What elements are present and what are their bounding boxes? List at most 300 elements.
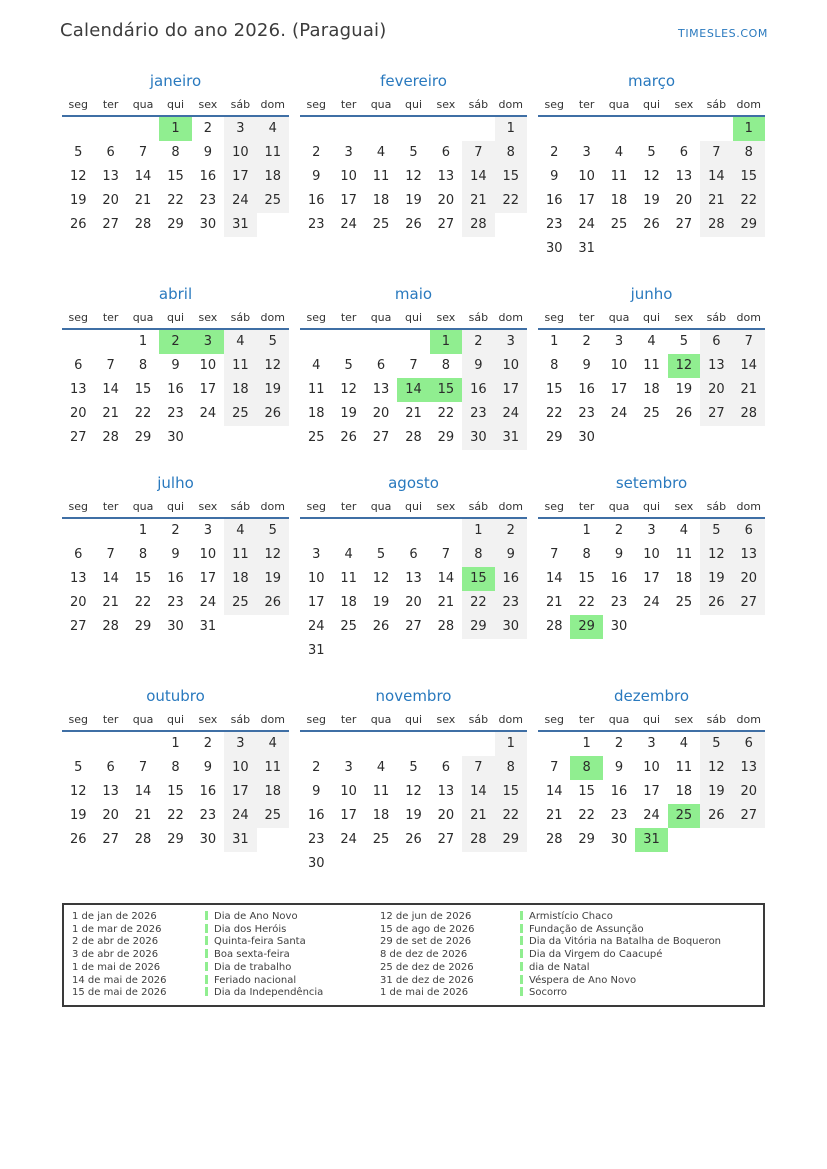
weekday-label: qua — [370, 500, 392, 513]
day-cell: 27 — [675, 217, 693, 232]
day-cell: 10 — [340, 169, 357, 184]
day-cell: 10 — [307, 571, 325, 586]
days-grid — [538, 117, 765, 261]
weekday-label: sex — [674, 713, 694, 726]
day-cell: 19 — [257, 567, 289, 591]
day-cell-empty — [62, 330, 94, 354]
day-cell: 14 — [437, 571, 455, 586]
day-cell: 6 — [679, 145, 689, 160]
day-cell: 12 — [69, 784, 87, 799]
day-cell-empty — [462, 852, 494, 876]
legend-holiday-name: dia de Natal — [529, 961, 590, 973]
day-cell: 17 — [340, 193, 357, 208]
day-cell-empty — [257, 828, 289, 852]
day-cell: 2 — [312, 145, 321, 160]
month-title: outubro — [146, 687, 205, 705]
day-cell-empty — [495, 213, 527, 237]
day-cell: 31 — [495, 426, 527, 450]
holiday-marker-icon — [520, 975, 523, 984]
day-cell: 21 — [462, 189, 494, 213]
day-cell: 10 — [610, 358, 628, 373]
day-cell: 21 — [134, 808, 152, 823]
day-cell: 31 — [224, 213, 256, 237]
day-cell: 14 — [134, 169, 152, 184]
weekday-header — [62, 499, 289, 519]
day-cell: 9 — [582, 358, 591, 373]
day-cell: 26 — [405, 217, 422, 232]
day-cell: 12 — [643, 169, 660, 184]
day-cell: 18 — [307, 406, 325, 421]
day-cell: 27 — [102, 832, 119, 847]
day-cell: 3 — [614, 334, 624, 349]
day-cell-empty — [332, 639, 364, 663]
holiday-marker-icon — [205, 924, 208, 933]
day-cell: 11 — [372, 169, 390, 184]
weekday-label: seg — [544, 713, 564, 726]
day-cell-empty — [94, 330, 126, 354]
holiday-marker-icon — [205, 962, 208, 971]
day-cell: 14 — [733, 354, 765, 378]
day-cell: 18 — [372, 193, 390, 208]
day-cell: 20 — [733, 780, 765, 804]
day-cell: 15 — [578, 784, 595, 799]
weekday-label: sex — [198, 500, 218, 513]
legend-holiday-name: Dia da Independência — [214, 987, 324, 999]
day-cell: 1 — [462, 519, 494, 543]
weekday-label: dom — [260, 311, 285, 324]
weekday-header — [300, 499, 527, 519]
day-cell: 23 — [545, 217, 563, 232]
weekday-label: qui — [404, 98, 422, 111]
day-cell: 19 — [700, 780, 732, 804]
day-cell: 7 — [462, 141, 494, 165]
weekday-label: qui — [642, 98, 660, 111]
weekday-header — [300, 97, 527, 117]
weekday-label: qui — [642, 500, 660, 513]
day-cell: 17 — [224, 780, 256, 804]
page-title: Calendário do ano 2026. (Paraguai) — [60, 20, 387, 41]
day-cell: 7 — [700, 141, 732, 165]
day-cell-empty — [62, 117, 94, 141]
day-cell: 11 — [675, 760, 693, 775]
day-cell: 17 — [307, 595, 325, 610]
day-cell: 29 — [495, 828, 527, 852]
day-cell: 18 — [610, 193, 628, 208]
day-cell: 14 — [545, 571, 563, 586]
day-cell: 3 — [647, 736, 656, 751]
legend-date: 25 de dez de 2026 — [380, 961, 474, 973]
holidays-legend — [62, 903, 765, 1007]
legend-holiday-name: Dia dos Heróis — [214, 923, 287, 935]
weekday-label: ter — [340, 98, 357, 111]
weekday-header — [300, 310, 527, 330]
day-cell-empty — [462, 117, 494, 141]
day-cell: 11 — [340, 571, 357, 586]
weekday-label: sáb — [230, 500, 251, 513]
day-cell: 10 — [495, 354, 527, 378]
day-cell: 5 — [679, 334, 689, 349]
month-title: abril — [158, 285, 193, 303]
day-cell: 9 — [462, 354, 494, 378]
day-cell: 6 — [409, 547, 418, 562]
day-cell: 30 — [610, 619, 628, 634]
day-cell-empty — [300, 117, 332, 141]
day-cell: 16 — [167, 382, 184, 397]
day-cell: 15 — [578, 571, 595, 586]
weekday-label: ter — [102, 713, 119, 726]
day-cell-empty — [365, 852, 397, 876]
day-cell: 3 — [582, 145, 591, 160]
day-cell: 5 — [257, 519, 289, 543]
month-title: setembro — [615, 474, 688, 492]
holiday-marker-icon — [205, 911, 208, 920]
weekday-label: sáb — [230, 311, 251, 324]
day-cell: 3 — [344, 145, 353, 160]
holiday-marker-icon — [205, 936, 208, 945]
day-cell-empty — [635, 615, 667, 639]
day-cell-empty — [495, 639, 527, 663]
day-cell: 22 — [495, 804, 527, 828]
day-cell: 7 — [409, 358, 418, 373]
day-cell: 5 — [409, 145, 418, 160]
weekday-label: sáb — [230, 713, 251, 726]
day-cell: 10 — [643, 547, 660, 562]
day-cell-empty — [538, 117, 570, 141]
day-cell: 14 — [462, 780, 494, 804]
day-cell: 6 — [441, 145, 451, 160]
day-cell: 30 — [167, 619, 184, 634]
day-cell: 16 — [495, 567, 527, 591]
day-cell: 8 — [495, 141, 527, 165]
day-cell-empty — [430, 519, 462, 543]
day-cell: 17 — [643, 784, 660, 799]
day-cell-empty — [94, 117, 126, 141]
day-cell-empty — [300, 732, 332, 756]
day-cell-empty — [430, 639, 462, 663]
weekday-label: ter — [102, 311, 119, 324]
day-cell: 8 — [495, 756, 527, 780]
day-cell: 1 — [138, 523, 148, 538]
day-cell: 27 — [69, 619, 87, 634]
day-cell-empty — [127, 732, 159, 756]
day-cell: 15 — [167, 784, 184, 799]
day-cell: 13 — [437, 784, 455, 799]
month-julho — [62, 474, 289, 663]
weekday-label: sex — [436, 500, 456, 513]
day-cell: 23 — [578, 406, 595, 421]
day-cell: 24 — [340, 217, 357, 232]
day-cell: 30 — [495, 615, 527, 639]
day-cell: 8 — [441, 358, 451, 373]
weekday-label: qua — [608, 500, 630, 513]
day-cell-empty — [224, 615, 256, 639]
day-cell: 10 — [199, 547, 217, 562]
day-cell: 18 — [643, 382, 660, 397]
weekday-label: sáb — [468, 311, 489, 324]
month-title: maio — [394, 285, 433, 303]
day-cell: 6 — [106, 760, 115, 775]
weekday-label: sex — [674, 98, 694, 111]
day-cell-empty — [365, 732, 397, 756]
weekday-label: sáb — [230, 98, 251, 111]
day-cell: 7 — [441, 547, 451, 562]
weekday-label: dom — [260, 98, 285, 111]
month-title: março — [627, 72, 676, 90]
day-cell: 31 — [224, 828, 256, 852]
day-cell: 6 — [74, 547, 83, 562]
months-grid — [62, 72, 765, 876]
month-novembro — [300, 687, 527, 876]
holiday-marker-icon — [520, 924, 523, 933]
day-cell: 26 — [700, 804, 732, 828]
legend-date: 1 de jan de 2026 — [72, 911, 157, 922]
day-cell: 12 — [69, 169, 87, 184]
weekday-label: qua — [370, 311, 392, 324]
weekday-label: seg — [544, 98, 564, 111]
day-cell-empty — [332, 732, 364, 756]
day-cell-empty — [733, 426, 765, 450]
day-cell: 23 — [462, 402, 494, 426]
holiday-marker-icon — [520, 962, 523, 971]
day-cell: 9 — [550, 169, 559, 184]
day-cell: 5 — [700, 732, 732, 756]
day-cell-empty — [733, 237, 765, 261]
legend-column-2 — [380, 911, 755, 1000]
day-cell: 7 — [462, 756, 494, 780]
day-cell-empty — [700, 237, 732, 261]
day-cell: 27 — [733, 804, 765, 828]
day-cell: 8 — [462, 543, 494, 567]
day-cell: 16 — [199, 784, 217, 799]
day-cell: 3 — [224, 732, 256, 756]
day-cell: 4 — [344, 547, 353, 562]
weekday-label: ter — [578, 500, 595, 513]
legend-item — [205, 975, 380, 988]
day-cell: 4 — [679, 523, 689, 538]
weekday-label: seg — [68, 98, 88, 111]
day-cell: 6 — [441, 760, 451, 775]
day-cell: 15 — [495, 165, 527, 189]
month-title: julho — [157, 474, 194, 492]
weekday-label: seg — [68, 500, 88, 513]
day-cell: 19 — [340, 406, 357, 421]
day-cell-empty — [538, 732, 570, 756]
day-cell-empty — [62, 519, 94, 543]
site-link[interactable]: TIMESLES.COM — [678, 27, 768, 40]
day-cell: 28 — [462, 828, 494, 852]
legend-date: 31 de dez de 2026 — [380, 974, 474, 986]
weekday-label: qui — [404, 500, 422, 513]
day-cell: 14 — [545, 784, 563, 799]
legend-holiday-name: Socorro — [529, 987, 568, 999]
legend-holiday-name: Fundação de Assunção — [529, 923, 644, 935]
day-cell: 7 — [733, 330, 765, 354]
weekday-label: dom — [498, 98, 523, 111]
day-cell: 22 — [733, 189, 765, 213]
day-cell: 22 — [495, 189, 527, 213]
day-cell: 20 — [102, 193, 119, 208]
day-cell-empty — [462, 732, 494, 756]
day-cell: 4 — [257, 117, 289, 141]
weekday-header — [62, 712, 289, 732]
legend-date: 1 de mai de 2026 — [380, 987, 469, 999]
legend-date: 14 de mai de 2026 — [72, 974, 167, 986]
day-cell: 15 — [134, 571, 152, 586]
day-cell: 24 — [578, 217, 595, 232]
holiday-marker-icon — [520, 911, 523, 920]
day-cell-empty — [668, 828, 700, 852]
day-cell: 24 — [307, 619, 325, 634]
legend-item — [520, 987, 755, 1000]
day-cell: 13 — [405, 571, 422, 586]
legend-holiday-name: Quinta-feira Santa — [214, 936, 306, 948]
legend-item — [520, 949, 755, 962]
day-cell: 23 — [199, 808, 217, 823]
weekday-label: seg — [544, 500, 564, 513]
day-cell: 27 — [405, 619, 422, 634]
day-cell-empty — [332, 852, 364, 876]
day-cell: 24 — [610, 406, 628, 421]
day-cell: 24 — [340, 832, 357, 847]
day-cell: 24 — [495, 402, 527, 426]
weekday-header — [538, 310, 765, 330]
day-cell: 16 — [610, 571, 628, 586]
day-cell: 10 — [199, 358, 217, 373]
weekday-header — [538, 499, 765, 519]
weekday-label: seg — [306, 500, 326, 513]
day-cell-empty — [300, 330, 332, 354]
day-cell: 12 — [405, 784, 422, 799]
day-cell: 4 — [614, 145, 624, 160]
weekday-label: sáb — [706, 311, 727, 324]
day-cell: 10 — [224, 141, 256, 165]
day-cell: 12 — [340, 382, 357, 397]
holiday-marker-icon — [520, 987, 523, 996]
day-cell-empty — [603, 237, 635, 261]
day-cell: 20 — [675, 193, 693, 208]
day-cell: 12 — [700, 756, 732, 780]
weekday-header — [300, 712, 527, 732]
day-cell: 22 — [437, 406, 455, 421]
weekday-label: qui — [404, 713, 422, 726]
day-cell: 16 — [462, 378, 494, 402]
day-cell: 27 — [437, 217, 455, 232]
weekday-label: seg — [68, 311, 88, 324]
legend-item — [205, 924, 380, 937]
weekday-label: qua — [132, 713, 154, 726]
day-cell: 30 — [199, 217, 217, 232]
day-cell: 18 — [675, 571, 693, 586]
day-cell: 9 — [614, 760, 624, 775]
day-cell: 2 — [614, 736, 624, 751]
days-grid — [538, 732, 765, 852]
holiday-marker-icon — [520, 949, 523, 958]
day-cell: 5 — [74, 760, 83, 775]
day-cell: 26 — [340, 430, 357, 445]
day-cell: 28 — [102, 430, 119, 445]
legend-holiday-name: Dia da Virgem do Caacupé — [529, 949, 663, 961]
day-cell: 24 — [199, 406, 217, 421]
weekday-label: sex — [674, 500, 694, 513]
day-cell: 24 — [224, 804, 256, 828]
day-cell-empty — [257, 615, 289, 639]
day-cell: 19 — [675, 382, 693, 397]
day-cell: 13 — [372, 382, 390, 397]
legend-holiday-name: Véspera de Ano Novo — [529, 974, 637, 986]
weekday-label: sex — [436, 98, 456, 111]
day-cell: 22 — [578, 808, 595, 823]
day-cell: 21 — [545, 595, 563, 610]
weekday-label: qua — [132, 311, 154, 324]
day-cell: 1 — [582, 736, 591, 751]
day-cell: 31 — [635, 828, 667, 852]
day-cell-empty — [570, 117, 602, 141]
day-cell: 3 — [224, 117, 256, 141]
weekday-label: sex — [674, 311, 694, 324]
day-cell: 11 — [610, 169, 628, 184]
day-cell: 11 — [675, 547, 693, 562]
days-grid — [538, 330, 765, 450]
day-cell: 13 — [102, 784, 119, 799]
month-agosto — [300, 474, 527, 663]
day-cell: 30 — [578, 430, 595, 445]
day-cell: 25 — [307, 430, 325, 445]
day-cell: 15 — [733, 165, 765, 189]
day-cell: 13 — [675, 169, 693, 184]
day-cell: 23 — [610, 808, 628, 823]
legend-holiday-name: Dia da Vitória na Batalha de Boqueron — [529, 936, 722, 948]
day-cell-empty — [192, 426, 224, 450]
weekday-label: ter — [340, 311, 357, 324]
day-cell-empty — [430, 732, 462, 756]
legend-item — [520, 924, 755, 937]
day-cell: 9 — [203, 760, 213, 775]
day-cell: 10 — [578, 169, 595, 184]
day-cell: 6 — [700, 330, 732, 354]
legend-date: 29 de set de 2026 — [380, 936, 472, 948]
day-cell: 4 — [312, 358, 321, 373]
day-cell: 4 — [647, 334, 656, 349]
day-cell: 8 — [733, 141, 765, 165]
day-cell: 30 — [167, 430, 184, 445]
weekday-label: seg — [306, 98, 326, 111]
day-cell: 6 — [733, 519, 765, 543]
day-cell-empty — [430, 117, 462, 141]
day-cell-empty — [635, 237, 667, 261]
day-cell: 25 — [675, 595, 693, 610]
day-cell: 5 — [257, 330, 289, 354]
day-cell: 28 — [545, 832, 563, 847]
month-title: fevereiro — [380, 72, 447, 90]
day-cell: 17 — [224, 165, 256, 189]
day-cell: 28 — [700, 213, 732, 237]
day-cell: 6 — [733, 732, 765, 756]
day-cell: 1 — [495, 117, 527, 141]
day-cell-empty — [635, 117, 667, 141]
day-cell: 26 — [257, 402, 289, 426]
day-cell: 9 — [312, 784, 321, 799]
day-cell-empty — [332, 330, 364, 354]
day-cell: 7 — [138, 760, 148, 775]
legend-date: 15 de ago de 2026 — [380, 923, 475, 935]
day-cell: 2 — [203, 736, 213, 751]
day-cell: 7 — [550, 547, 559, 562]
days-grid — [300, 732, 527, 876]
weekday-label: qua — [608, 311, 630, 324]
day-cell: 16 — [307, 808, 325, 823]
legend-holiday-name: Armistício Chaco — [529, 911, 613, 922]
day-cell: 1 — [171, 736, 180, 751]
